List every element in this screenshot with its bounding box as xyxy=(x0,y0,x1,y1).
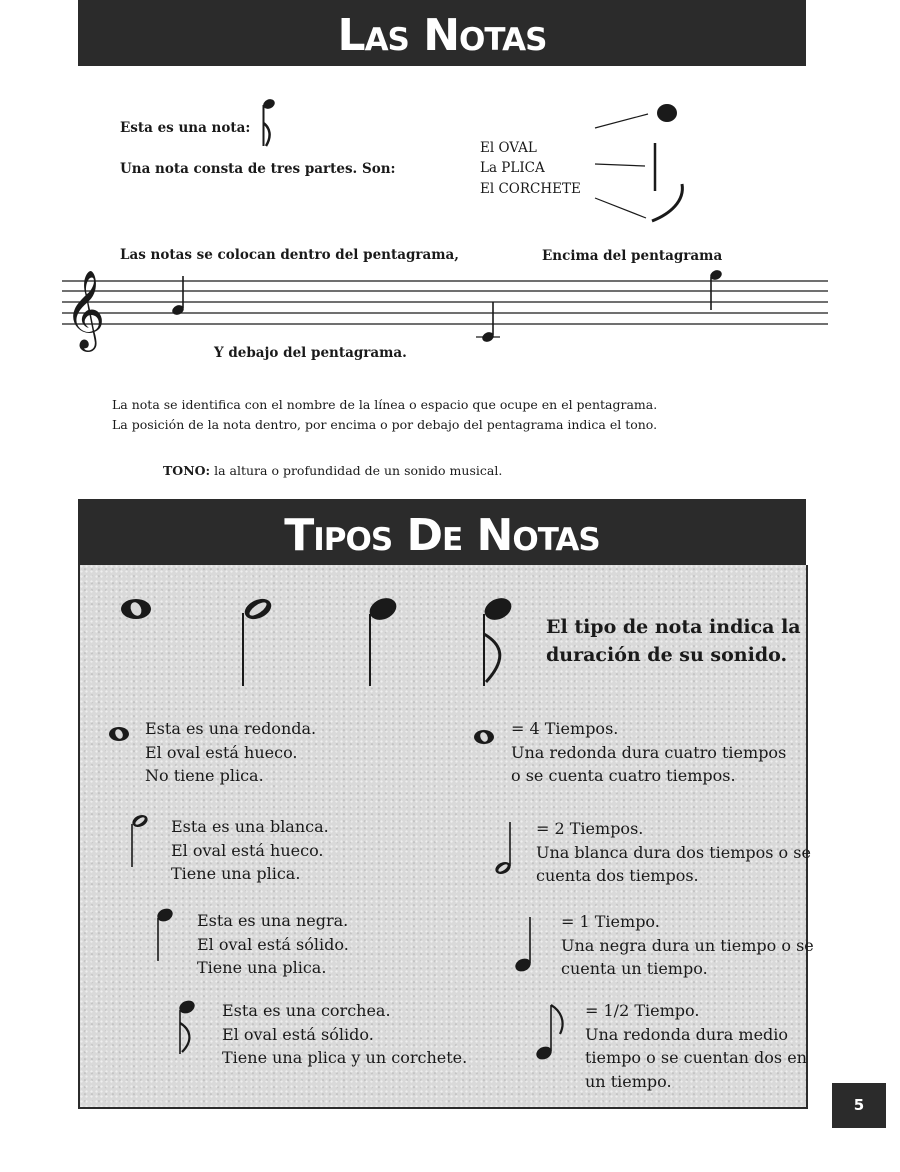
tono-label: TONO: xyxy=(163,463,211,478)
redonda-desc-line: Esta es una redonda. xyxy=(145,719,317,738)
half-note-small-icon xyxy=(125,812,151,870)
corchea-dur-line: tiempo o se cuentan dos en xyxy=(585,1048,807,1067)
redonda-duration xyxy=(511,717,786,788)
blanca-desc xyxy=(171,815,329,886)
corchea-desc xyxy=(222,999,467,1070)
whole-note-icon xyxy=(121,599,151,619)
negra-desc-line: El oval está sólido. xyxy=(197,934,349,954)
redonda-dur-line: o se cuenta cuatro tiempos. xyxy=(511,766,736,785)
blanca-dur-line: Una blanca dura dos tiempos o se xyxy=(536,842,811,862)
blanca-dur-line: cuenta dos tiempos. xyxy=(536,866,699,885)
lead-line-1: El tipo de nota indica la xyxy=(546,616,801,638)
lead-line-2: duración de su sonido. xyxy=(546,644,788,666)
identify-line-2: La posición de la nota dentro, por encima o por debajo del pentagrama indica el tono. xyxy=(112,417,658,432)
above-staff-label: Encima del pentagrama xyxy=(542,248,723,264)
quarter-note-small-icon xyxy=(513,914,539,974)
blanca-dur-line: = 2 Tiempos. xyxy=(536,819,644,838)
corchea-desc-line: El oval está sólido. xyxy=(222,1024,374,1044)
below-staff-label: Y debajo del pentagrama. xyxy=(214,345,407,361)
negra-desc-line: Esta es una negra. xyxy=(197,911,349,930)
corchea-dur-line: = 1/2 Tiempo. xyxy=(585,1001,700,1020)
eighth-note-small-icon xyxy=(533,1002,567,1066)
whole-note-small-icon xyxy=(473,729,495,745)
redonda-dur-line: Una redonda dura cuatro tiempos xyxy=(511,742,787,762)
redonda-dur-line: = 4 Tiempos. xyxy=(511,719,619,738)
quarter-note-icon xyxy=(366,594,400,686)
corchea-dur-line: Una redonda dura medio xyxy=(585,1024,789,1044)
corchea-duration xyxy=(585,999,807,1093)
blanca-desc-line: El oval está hueco. xyxy=(171,840,324,860)
part-plica-label: La PLICA xyxy=(480,160,545,176)
identify-line-1: La nota se identifica con el nombre de la línea o espacio que ocupe en el pentagrama. xyxy=(112,397,658,412)
negra-dur-line: cuenta un tiempo. xyxy=(561,959,708,978)
corchea-desc-line: Tiene una plica y un corchete. xyxy=(222,1048,468,1067)
negra-dur-line: = 1 Tiempo. xyxy=(561,912,660,931)
section-title-tipos-de-notas: Tipos De Notas xyxy=(78,499,806,565)
whole-note-small-icon xyxy=(108,726,130,742)
staff-diagram xyxy=(62,262,830,352)
negra-dur-line: Una negra dura un tiempo o se xyxy=(561,935,814,955)
page-number: 5 xyxy=(832,1083,886,1128)
negra-desc xyxy=(197,909,349,980)
negra-duration xyxy=(561,910,814,981)
redonda-desc-line: El oval está hueco. xyxy=(145,742,298,762)
eighth-note-large-icon xyxy=(481,594,515,686)
this-is-a-note-label: Esta es una nota: xyxy=(120,120,251,136)
note-types-row xyxy=(116,594,536,694)
note-parts-diagram xyxy=(590,96,700,231)
negra-desc-line: Tiene una plica. xyxy=(197,958,327,977)
corchea-desc-line: Esta es una corchea. xyxy=(222,1001,391,1020)
inside-staff-label: Las notas se colocan dentro del pentagrama, xyxy=(120,247,459,263)
corchea-dur-line: un tiempo. xyxy=(585,1071,672,1091)
quarter-note-small-icon xyxy=(150,906,176,964)
section-title-las-notas: Las Notas xyxy=(78,0,806,66)
part-oval-label: El OVAL xyxy=(480,140,537,156)
redonda-desc-line: No tiene plica. xyxy=(145,766,264,785)
eighth-note-small-icon xyxy=(172,998,202,1058)
blanca-desc-line: Esta es una blanca. xyxy=(171,817,329,836)
tono-definition xyxy=(163,463,502,478)
svg-text:𝄞: 𝄞 xyxy=(65,270,106,349)
half-note-small-icon xyxy=(493,820,519,878)
blanca-duration xyxy=(536,817,811,888)
eighth-note-icon xyxy=(250,94,284,154)
half-note-icon xyxy=(242,595,275,686)
part-corchete-label: El CORCHETE xyxy=(480,181,581,197)
three-parts-label: Una nota consta de tres partes. Son: xyxy=(120,161,396,177)
redonda-desc xyxy=(145,717,316,788)
blanca-desc-line: Tiene una plica. xyxy=(171,864,301,883)
tono-text: la altura o profundidad de un sonido musical. xyxy=(214,463,503,478)
